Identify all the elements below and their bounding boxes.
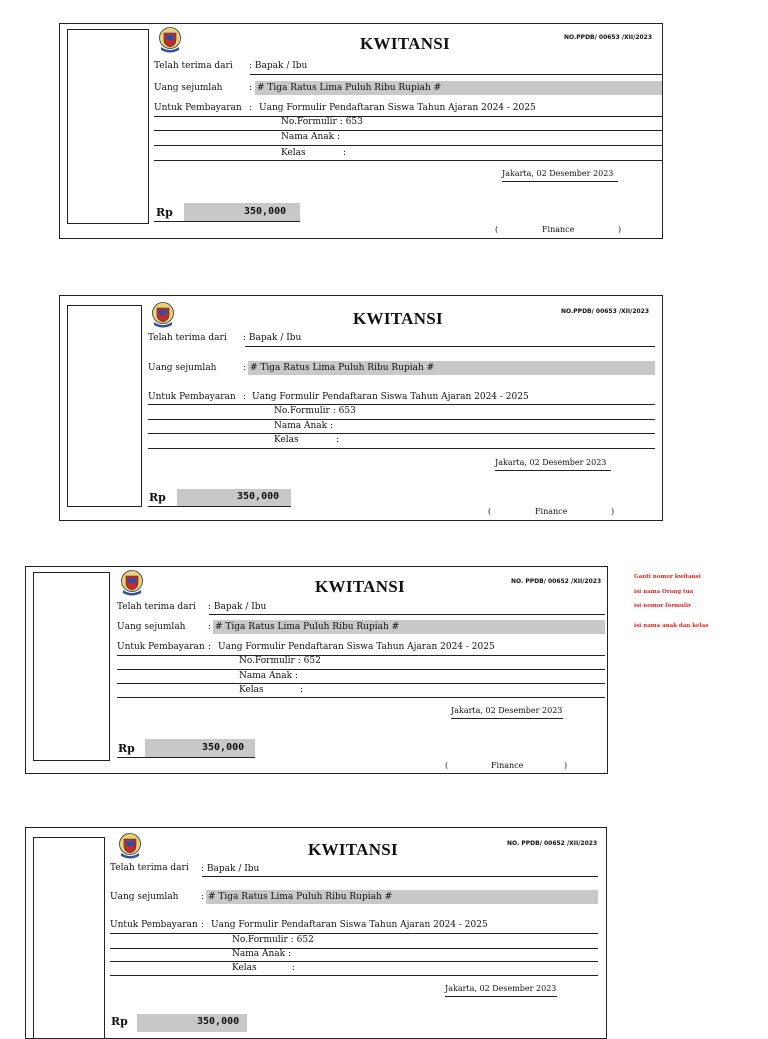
received-from-value: : Bapak / Ibu xyxy=(243,333,302,343)
divider xyxy=(148,506,291,507)
colon: : xyxy=(249,103,253,113)
divider xyxy=(154,221,300,222)
divider xyxy=(148,448,655,449)
divider xyxy=(154,116,662,117)
colon: : xyxy=(201,920,205,930)
form-number: No.Formulir : 652 xyxy=(239,656,321,666)
receipt-1 xyxy=(59,23,663,239)
child-name: Nama Anak : xyxy=(281,132,341,142)
receipt-number: NO. PPDB/ 00652 /XII/2023 xyxy=(511,578,602,585)
place-date: Jakarta, 02 Desember 2023 xyxy=(451,706,563,715)
divider xyxy=(148,433,655,434)
finance-close-paren: ) xyxy=(611,507,615,516)
child-name: Nama Anak : xyxy=(274,421,334,431)
amount-words-label: Uang sejumlah xyxy=(117,622,186,632)
amount-words-label: Uang sejumlah xyxy=(154,83,223,93)
receipt-3 xyxy=(25,566,608,774)
receipt-title: KWITANSI xyxy=(308,840,398,859)
class-label: Kelas xyxy=(274,435,299,445)
divider xyxy=(245,346,655,347)
divider xyxy=(148,419,655,420)
payment-for-label: Untuk Pembayaran xyxy=(117,642,205,652)
receipt-stub xyxy=(67,29,149,224)
divider xyxy=(451,718,563,719)
divider xyxy=(154,145,662,146)
form-number: No.Formulir : 653 xyxy=(281,117,363,127)
receipt-number: NO.PPDB/ 00653 /XII/2023 xyxy=(564,34,653,41)
colon: : xyxy=(292,963,296,973)
payment-for-label: Untuk Pembayaran xyxy=(154,103,242,113)
divider xyxy=(202,876,598,877)
payment-for-value: Uang Formulir Pendaftaran Siswa Tahun Ajaran 2024 - 2025 xyxy=(211,920,488,930)
received-from-label: Telah terima dari xyxy=(117,602,196,612)
receipt-4 xyxy=(25,827,607,1039)
divider xyxy=(502,181,618,182)
place-date: Jakarta, 02 Desember 2023 xyxy=(495,458,607,467)
colon: : xyxy=(300,685,304,695)
amount-words-value: # Tiga Ratus Lima Puluh Ribu Rupiah # xyxy=(250,363,435,373)
divider xyxy=(117,683,605,684)
school-logo-icon xyxy=(120,570,144,596)
place-date: Jakarta, 02 Desember 2023 xyxy=(445,984,557,993)
receipt-number: NO. PPDB/ 00652 /XII/2023 xyxy=(507,840,598,847)
receipt-stub xyxy=(33,572,110,761)
divider xyxy=(117,669,605,670)
payment-for-label: Untuk Pembayaran xyxy=(148,392,236,402)
side-note: isi nama anak dan kelas xyxy=(634,623,709,629)
amount-words-value: # Tiga Ratus Lima Puluh Ribu Rupiah # xyxy=(208,892,393,902)
colon: : xyxy=(336,435,340,445)
colon: : xyxy=(243,363,247,373)
receipt-title: KWITANSI xyxy=(315,577,405,596)
amount-value: 350,000 xyxy=(244,206,287,217)
payment-for-value: Uang Formulir Pendaftaran Siswa Tahun Ajaran 2024 - 2025 xyxy=(252,392,529,402)
finance-label: Finance xyxy=(491,761,524,770)
colon: : xyxy=(208,642,212,652)
receipt-title: KWITANSI xyxy=(360,34,450,53)
place-date: Jakarta, 02 Desember 2023 xyxy=(502,169,614,178)
currency-label: Rp xyxy=(111,1015,128,1028)
side-note: isi nomor formulir xyxy=(634,603,691,609)
finance-close-paren: ) xyxy=(618,225,622,234)
receipt-number: NO.PPDB/ 00653 /XII/2023 xyxy=(561,308,650,315)
currency-label: Rp xyxy=(118,742,135,755)
received-from-value: : Bapak / Ibu xyxy=(201,864,260,874)
child-name: Nama Anak : xyxy=(232,949,292,959)
amount-words-value: # Tiga Ratus Lima Puluh Ribu Rupiah # xyxy=(257,83,442,93)
divider xyxy=(117,697,605,698)
currency-label: Rp xyxy=(149,491,166,504)
child-name: Nama Anak : xyxy=(239,671,299,681)
received-from-value: : Bapak / Ibu xyxy=(208,602,267,612)
divider xyxy=(110,948,598,949)
amount-value: 350,000 xyxy=(202,742,245,753)
colon: : xyxy=(343,148,347,158)
divider xyxy=(495,470,611,471)
finance-open-paren: ( xyxy=(445,761,449,770)
finance-open-paren: ( xyxy=(495,225,499,234)
class-label: Kelas xyxy=(281,148,306,158)
received-from-label: Telah terima dari xyxy=(110,863,189,873)
divider xyxy=(110,975,598,976)
class-label: Kelas xyxy=(239,685,264,695)
amount-words-label: Uang sejumlah xyxy=(110,892,179,902)
receipt-stub xyxy=(67,305,142,507)
receipt-title: KWITANSI xyxy=(353,309,443,328)
school-logo-icon xyxy=(151,302,175,328)
divider xyxy=(110,933,598,934)
receipt-stub xyxy=(33,837,105,1039)
divider xyxy=(117,757,255,758)
divider xyxy=(110,961,598,962)
colon: : xyxy=(201,892,205,902)
divider xyxy=(250,74,662,75)
currency-label: Rp xyxy=(156,206,173,219)
amount-words-value: # Tiga Ratus Lima Puluh Ribu Rupiah # xyxy=(215,622,400,632)
divider xyxy=(154,160,662,161)
payment-for-value: Uang Formulir Pendaftaran Siswa Tahun Ajaran 2024 - 2025 xyxy=(218,642,495,652)
side-note: isi nama Orang tua xyxy=(634,589,694,595)
finance-close-paren: ) xyxy=(564,761,568,770)
form-number: No.Formulir : 652 xyxy=(232,935,314,945)
side-note: Ganti nomor kwitansi xyxy=(634,574,701,580)
receipt-2 xyxy=(59,295,663,521)
school-logo-icon xyxy=(118,833,142,859)
payment-for-value: Uang Formulir Pendaftaran Siswa Tahun Ajaran 2024 - 2025 xyxy=(259,103,536,113)
colon: : xyxy=(249,83,253,93)
finance-label: Finance xyxy=(535,507,568,516)
received-from-label: Telah terima dari xyxy=(154,61,233,71)
form-number: No.Formulir : 653 xyxy=(274,406,356,416)
divider xyxy=(154,130,662,131)
class-label: Kelas xyxy=(232,963,257,973)
school-logo-icon xyxy=(158,27,182,53)
finance-label: Finance xyxy=(542,225,575,234)
payment-for-label: Untuk Pembayaran xyxy=(110,920,198,930)
divider xyxy=(209,614,605,615)
amount-words-label: Uang sejumlah xyxy=(148,363,217,373)
finance-open-paren: ( xyxy=(488,507,492,516)
received-from-label: Telah terima dari xyxy=(148,333,227,343)
colon: : xyxy=(208,622,212,632)
divider xyxy=(445,996,557,997)
divider xyxy=(117,655,605,656)
colon: : xyxy=(243,392,247,402)
amount-value: 350,000 xyxy=(197,1016,240,1027)
received-from-value: : Bapak / Ibu xyxy=(249,61,308,71)
divider xyxy=(148,404,655,405)
amount-value: 350,000 xyxy=(237,491,280,502)
